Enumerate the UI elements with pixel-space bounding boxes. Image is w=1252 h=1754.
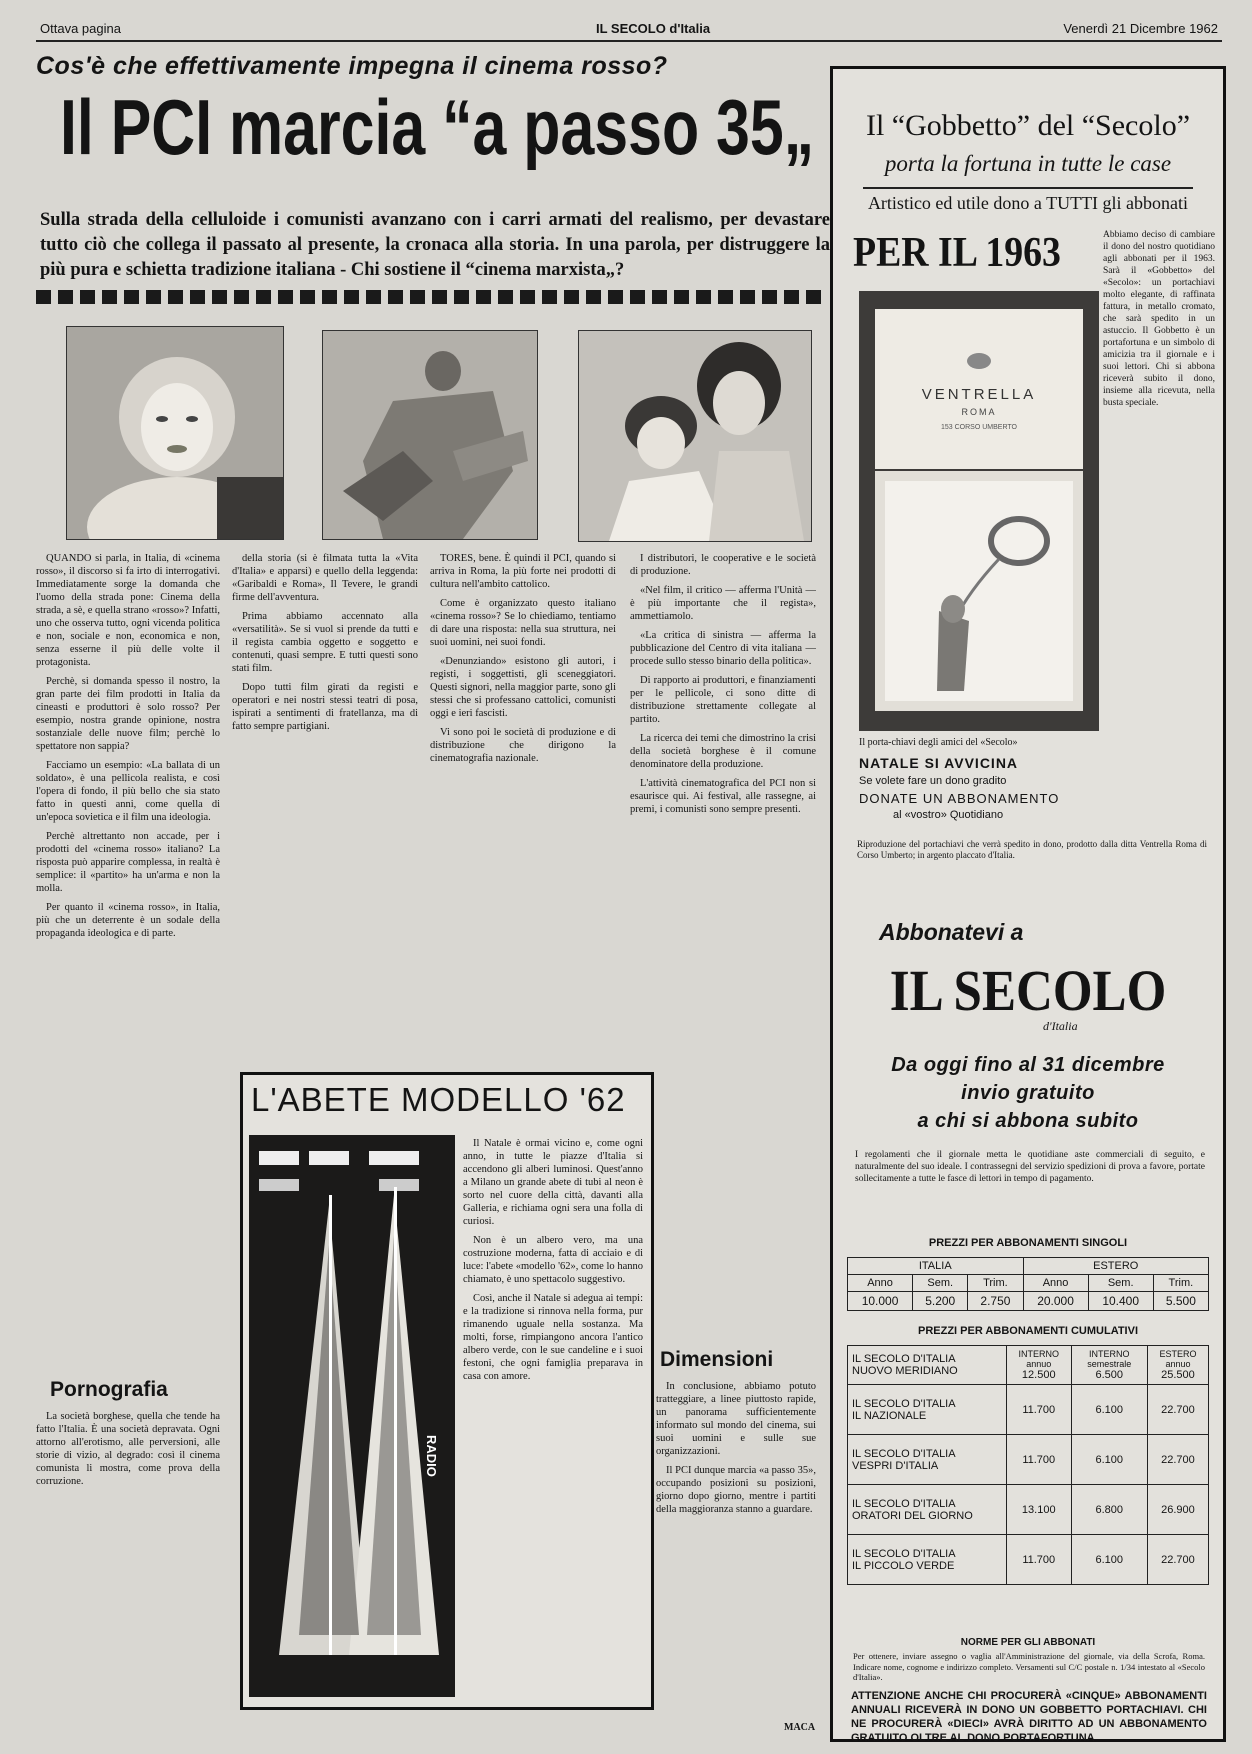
- deck: Sulla strada della celluloide i comunisti avanzano con i carri armati del realismo, per devastare tutto ciò che collega il passato al presente, la cronaca alla storia. In una parola, per distruggere la più pura e schietta tradizione italiana - Chi sostiene il “cinema marxista„?: [40, 210, 830, 280]
- gift-box-art: [859, 291, 1099, 731]
- article-paragraph: Il PCI dunque marcia «a passo 35», occupando posizioni su posizioni, giorno dopo giorno, mentre i partiti della maggioranza stanno a guardare.: [656, 1465, 816, 1515]
- abete-paragraph: Non è un albero vero, ma una costruzione moderna, fatta di acciaio e di luce: l'abete «modello '62», come lo hanno chiamato, è uno spettacolo suggestivo.: [463, 1235, 643, 1285]
- box-address: 153 CORSO UMBERTO: [941, 424, 1017, 431]
- issue-date: Venerdì 21 Dicembre 1962: [1063, 21, 1218, 36]
- cum-value: 11.700: [1007, 1385, 1072, 1435]
- cum-value: 26.900: [1147, 1485, 1208, 1535]
- cum-value: 6.100: [1071, 1535, 1147, 1585]
- abete-paragraph: Il Natale è ormai vicino e, come ogni anno, in tutte le piazze d'Italia si accendono gli alberi luminosi. Quest'anno a Milano un grande abete di tubi al neon è sorto nel cuore della città, davanti alla Galleria, e richiama ogni sera una folla di curiosi.: [463, 1138, 643, 1227]
- article-paragraph: Perchè altrettanto non accade, per i prodotti del «cinema rosso» italiano? La risposta può apparire complessa, in realtà è semplice: il «partito» ha un'arma e non la molla.: [36, 831, 220, 894]
- cum-header: INTERNO semestrale: [1087, 1349, 1132, 1369]
- cum-paper-2: ORATORI DEL GIORNO: [852, 1509, 973, 1522]
- cum-value: 6.800: [1071, 1485, 1147, 1535]
- year-banner: PER IL 1963: [853, 230, 1061, 276]
- article-paragraph: Dopo tutti film girati da registi e operatori e nei nostri stessi teatri di posa, ispirati a sentimenti di fratellanza, ma di fatto sempre partigiani.: [232, 682, 418, 732]
- sidebar-gift-line: Artistico ed utile dono a TUTTI gli abbonati: [867, 193, 1189, 213]
- natale-sub: Se volete fare un dono gradito: [859, 775, 1007, 787]
- photo-couple: [578, 330, 812, 542]
- photo-actress-art: [67, 327, 283, 539]
- cum-value: 22.700: [1147, 1385, 1208, 1435]
- article-column-3: [430, 552, 616, 1062]
- abete-paragraph: Così, anche il Natale si adegua ai tempi: e la tradizione si rinnova nella forma, pur rimanendo uguale nella sostanza. Ma molti, forse, rimpiangono ancora l'antico albero verde, con le sue candeline e i suoi festoni, che ogni famiglia preparava in casa con amore.: [463, 1293, 643, 1382]
- article-paragraph: In conclusione, abbiamo potuto tratteggiare, a linee piuttosto rapide, un panorama sufficientemente informato sul mondo del cinema, sui suoi uomini e sulle sue organizzazioni.: [656, 1381, 816, 1457]
- cum-value: 11.700: [1007, 1435, 1072, 1485]
- cum-header: INTERNO annuo: [1018, 1349, 1059, 1369]
- cum-paper-2: NUOVO MERIDIANO: [852, 1365, 958, 1377]
- gift-photo: [859, 291, 1099, 731]
- article-column-1b: [36, 1410, 220, 1740]
- article-paragraph: La società borghese, quella che tende ha fatto l'Italia. È una società depravata. Ogni attorno all'erotismo, alle perversioni, alle storie di vizio, al degrado: così il cinema comunista li mostra, come prova della corruzione.: [36, 1411, 220, 1487]
- cum-value: 22.700: [1147, 1435, 1208, 1485]
- article-paragraph: Vi sono poi le società di produzione e di distribuzione che dirigono la cinematografia nazionale.: [430, 727, 616, 764]
- natale-donate: DONATE UN ABBONAMENTO: [859, 791, 1060, 806]
- article-paragraph: Prima abbiamo accennato alla «versatilità». Se si vuol si prende da tutti e il regista cambia oggetto e soggetto e contenuti, quasi sempre. E tutti questi sono stati film.: [232, 611, 418, 674]
- cum-header: ESTERO annuo: [1159, 1349, 1197, 1369]
- cum-row-name: [848, 1435, 1007, 1485]
- masthead: IL SECOLO: [889, 958, 1167, 1023]
- cum-paper-2: IL PICCOLO VERDE: [852, 1559, 955, 1572]
- sidebar-title: Il “Gobbetto” del “Secolo”: [865, 109, 1191, 142]
- kicker: Cos'è che effettivamente impegna il cinema rosso?: [36, 52, 668, 80]
- price-value: 20.000: [1023, 1292, 1088, 1311]
- prices-single-table: [847, 1257, 1209, 1311]
- article-paragraph: L'attività cinematografica del PCI non si esaurisce qui. Ai festival, alle rassegne, ai premi, i comunisti sono sempre presenti.: [630, 778, 816, 815]
- article-paragraph: Per quanto il «cinema rosso», in Italia, più che un deterrente è un sodale della propaganda ideologica e di parte.: [36, 902, 220, 939]
- cum-paper-2: VESPRI D'ITALIA: [852, 1459, 939, 1472]
- abete-tree-art: [249, 1135, 455, 1697]
- price-header: Anno: [848, 1275, 913, 1292]
- estero-label: ESTERO: [1023, 1258, 1209, 1275]
- article-paragraph: «La critica di sinistra — afferma la pubblicazione del Centro di vita italiana — procede sullo stesso binario della politica».: [630, 630, 816, 667]
- sidebar-subtitle: porta la fortuna in tutte le case: [884, 151, 1172, 176]
- article-paragraph: «Denunziando» esistono gli autori, i registi, i soggettisti, gli sceneggiatori. Questi signori, nella maggior parte, sono gli stessi che si professano cattolici, comunisti oggi e ieri fascisti.: [430, 656, 616, 719]
- article-paragraph: TORES, bene. È quindi il PCI, quando si arriva in Roma, la più forte nei prodotti di cultura nell'ambito cattolico.: [430, 553, 616, 590]
- headline: Il PCI marcia “a passo 35„: [60, 83, 815, 171]
- cum-paper-1: IL SECOLO D'ITALIA: [852, 1547, 956, 1560]
- article-paragraph: Di rapporto ai produttori, e finanziamenti per le pellicole, ci sono ditte di distribuzione strettamente collegate al partito.: [630, 675, 816, 725]
- photo-soldier-art: [323, 331, 537, 539]
- price-header: Sem.: [913, 1275, 968, 1292]
- abbonatevi-label: Abbonatevi a: [879, 919, 1024, 945]
- promo-text: I regolamenti che il giornale metta le quotidiane aste commerciali di seguito, e naturalmente del suo ideale. I contrassegni del servizio spedizioni di prova a favore, portate sollecitamente a tutte le fasce di lettori in tempo di pagamento.: [855, 1150, 1205, 1184]
- price-value: 2.750: [968, 1292, 1023, 1311]
- subscription-sidebar: [830, 66, 1226, 1742]
- article-signature: MACA: [784, 1722, 816, 1733]
- cum-value: 6.100: [1071, 1385, 1147, 1435]
- photo-actress: [66, 326, 284, 540]
- cum-paper-1: IL SECOLO D'ITALIA: [852, 1447, 956, 1460]
- price-value: 5.200: [913, 1292, 968, 1311]
- article-column-4b: [656, 1380, 816, 1710]
- section-heading-pornografia: Pornografia: [50, 1378, 168, 1401]
- price-value: 10.000: [848, 1292, 913, 1311]
- cum-row-name: [848, 1485, 1007, 1535]
- cum-row-name: [848, 1346, 1007, 1385]
- page-number: Ottava pagina: [40, 21, 121, 36]
- article-paragraph: I distributori, le cooperative e le società di produzione.: [630, 553, 816, 577]
- box-city: ROMA: [961, 407, 997, 417]
- cum-paper-1: IL SECOLO D'ITALIA: [852, 1397, 956, 1410]
- year-text: Abbiamo deciso di cambiare il dono del nostro quotidiano agli abbonati per il 1963. Sarà il «Gobbetto» del «Secolo»: un portachiavi molto elegante, di raffinata fattura, in metallo cromato, che sarà spedito in un astuccio. Il Gobbetto è un portafortuna e un simbolo di amicizia tra il giornale e i suoi lettori. Chi si abbona riceverà subito il dono, insieme alla ricevuta, nella busta speciale.: [1103, 230, 1215, 408]
- cum-paper-1: IL SECOLO D'ITALIA: [852, 1353, 956, 1365]
- abete-title: L'ABETE MODELLO '62: [251, 1081, 626, 1118]
- cum-paper-2: IL NAZIONALE: [852, 1409, 927, 1422]
- italia-label: ITALIA: [848, 1258, 1024, 1275]
- box-brand: VENTRELLA: [921, 386, 1037, 403]
- article-column-2: [232, 552, 418, 1062]
- abete-photo-text: RADIO: [424, 1435, 439, 1477]
- running-head: [36, 18, 1222, 42]
- cum-cell: [1007, 1346, 1072, 1385]
- cum-paper-1: IL SECOLO D'ITALIA: [852, 1497, 956, 1510]
- article-column-4: [630, 552, 816, 1322]
- cum-value: 12.500: [1021, 1369, 1056, 1381]
- natale-heading: NATALE SI AVVICINA: [859, 755, 1019, 771]
- section-heading-dimensioni: Dimensioni: [660, 1348, 774, 1371]
- photo-couple-art: [579, 331, 811, 541]
- norme-title: NORME PER GLI ABBONATI: [960, 1637, 1096, 1648]
- article-paragraph: QUANDO si parla, in Italia, di «cinema rosso», il discorso si fa irto di interrogativi. Immediatamente sorge la domanda che l'uomo della strada pone: Cinema della strada, a sè, e quella strano «rosso»? Infatti, uno che osserva tutto, ogni vicenda politica e non, sociale e non, economica e non, senza esserne il più delle volte il protagonista.: [36, 553, 220, 668]
- cum-row-name: [848, 1535, 1007, 1585]
- cum-value: 13.100: [1007, 1485, 1072, 1535]
- article-column-1: [36, 552, 220, 1372]
- article-paragraph: della storia (si è filmata tutta la «Vita d'Italia» e apparsi) e quello della leggenda: «Garibaldi e Roma», Il Tevere, le grandi firme dell'avventura.: [232, 553, 418, 603]
- prices-cum-title: PREZZI PER ABBONAMENTI CUMULATIVI: [918, 1325, 1138, 1337]
- cum-value: 22.700: [1147, 1535, 1208, 1585]
- cum-value: 11.700: [1007, 1535, 1072, 1585]
- norme-text: Per ottenere, inviare assegno o vaglia all'Amministrazione del giornale, via della Scrofa, Roma. Indicare nome, cognome e indirizzo completo. Versamenti sul C/C postale n. 1/34 intestato al «Secolo d'Italia».: [853, 1651, 1205, 1682]
- cum-value: 25.500: [1161, 1369, 1195, 1381]
- gift-caption: Il porta-chiavi degli amici del «Secolo»: [859, 737, 1018, 748]
- attenzione-notice: ATTENZIONE ANCHE CHI PROCURERÀ «CINQUE» ABBONAMENTI ANNUALI RICEVERÀ IN DONO UN GOBBETTO PORTACHIAVI. CHI NE PROCURERÀ «DIECI» AVRÀ DIRITTO AD UN ABBONAMENTO GRATUITO OLTRE AL DONO PORTAFORTUNA: [851, 1690, 1207, 1744]
- abete-box: [240, 1072, 654, 1710]
- promo-block: [833, 1051, 1223, 1135]
- abete-text: [463, 1137, 643, 1697]
- abete-photo: [249, 1135, 455, 1697]
- natale-tail: al «vostro» Quotidiano: [893, 809, 1004, 821]
- dash-separator: [36, 290, 826, 304]
- article-paragraph: Facciamo un esempio: «La ballata di un soldato», è una pellicola realista, e così l'opera di fondo, il più bello che sia stato fatto in questi anni, come quella di un'epoca sovietica e il film una ideologia.: [36, 760, 220, 823]
- price-header: Trim.: [968, 1275, 1023, 1292]
- price-value: 5.500: [1153, 1292, 1208, 1311]
- article-paragraph: La ricerca dei temi che dimostrino la crisi della società borghese è il comune denominatore della produzione.: [630, 733, 816, 770]
- article-paragraph: «Nel film, il critico — afferma l'Unità — è più importante che il regista», ammettiamolo.: [630, 585, 816, 622]
- cum-cell: [1147, 1346, 1208, 1385]
- fine-print: Riproduzione del portachiavi che verrà spedito in dono, prodotto dalla ditta Ventrella Roma di Corso Umberto; in argento placcato d'Italia.: [857, 839, 1207, 860]
- cum-row-name: [848, 1385, 1007, 1435]
- photo-soldier: [322, 330, 538, 540]
- cum-cell: [1071, 1346, 1147, 1385]
- price-header: Trim.: [1153, 1275, 1208, 1292]
- promo-line: Da oggi fino al 31 dicembre: [891, 1054, 1165, 1076]
- article-paragraph: Come è organizzato questo italiano «cinema rosso»? Se lo chiediamo, tentiamo di dare una risposta: nella sua struttura, nei suoi uomini, nei suoi fondi.: [430, 598, 616, 648]
- price-value: 10.400: [1088, 1292, 1153, 1311]
- cum-value: 6.100: [1071, 1435, 1147, 1485]
- masthead-small: d'Italia: [1043, 1019, 1078, 1033]
- cum-value: 6.500: [1095, 1369, 1123, 1381]
- sidebar-rule: [863, 187, 1193, 189]
- prices-cum-table: [847, 1345, 1209, 1585]
- article-paragraph: Perchè, si domanda spesso il nostro, la gran parte dei film prodotti in Italia da cineasti e produttori è solo rosso? Per esempio, nostra grande opinione, nostra sostanziale delle nuove film; perchè lo spettatore non sappia?: [36, 676, 220, 752]
- prices-single-title: PREZZI PER ABBONAMENTI SINGOLI: [928, 1237, 1128, 1249]
- paper-name: IL SECOLO d'Italia: [596, 21, 711, 36]
- promo-line: a chi si abbona subito: [917, 1110, 1139, 1132]
- price-header: Anno: [1023, 1275, 1088, 1292]
- price-header: Sem.: [1088, 1275, 1153, 1292]
- promo-line: invio gratuito: [961, 1082, 1095, 1104]
